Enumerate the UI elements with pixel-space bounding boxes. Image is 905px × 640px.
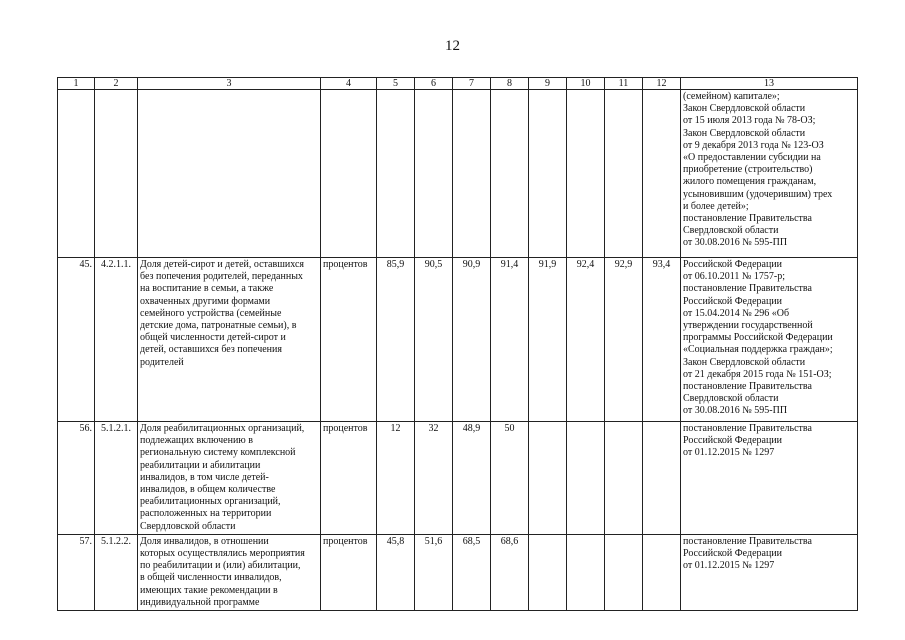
row-code <box>95 90 138 258</box>
unit: процентов <box>321 258 377 422</box>
row-code: 5.1.2.1. <box>95 422 138 535</box>
indicators-table <box>57 77 858 611</box>
value-col-5 <box>377 90 415 258</box>
value-col-7: 90,9 <box>453 258 491 422</box>
row-number <box>58 90 95 258</box>
value-col-10 <box>567 422 605 535</box>
indicator-name <box>138 90 321 258</box>
table-row <box>58 534 858 610</box>
value-col-12 <box>643 422 681 535</box>
legal-basis: постановление Правительства Российской Федерации от 01.12.2015 № 1297 <box>681 534 858 610</box>
col-header-5: 5 <box>377 78 415 90</box>
value-col-6 <box>415 90 453 258</box>
row-code: 5.1.2.2. <box>95 534 138 610</box>
col-header-13: 13 <box>681 78 858 90</box>
value-col-7: 48,9 <box>453 422 491 535</box>
value-col-11 <box>605 422 643 535</box>
legal-basis: постановление Правительства Российской Федерации от 01.12.2015 № 1297 <box>681 422 858 535</box>
value-col-12 <box>643 534 681 610</box>
row-number: 45. <box>58 258 95 422</box>
value-col-12: 93,4 <box>643 258 681 422</box>
col-header-11: 11 <box>605 78 643 90</box>
col-header-6: 6 <box>415 78 453 90</box>
row-number: 56. <box>58 422 95 535</box>
value-col-5: 12 <box>377 422 415 535</box>
indicator-name: Доля инвалидов, в отношении которых осуществлялись мероприятия по реабилитации и (или) абилитации, в общей численности инвалидов, имеющих такие рекомендации в индивидуальной программе <box>138 534 321 610</box>
value-col-7 <box>453 90 491 258</box>
legal-basis: (семейном) капитале»; Закон Свердловской области от 15 июля 2013 года № 78-ОЗ; Закон Свердловской области от 9 декабря 2013 года № 123-ОЗ «О предоставлении субсидии на приобретение (строительство) жилого помещения гражданам, усыновившим (удочерившим) трех и более детей»; постановление Правительства Свердловской области от 30.08.2016 № 595-ПП <box>681 90 858 258</box>
value-col-10 <box>567 90 605 258</box>
col-header-1: 1 <box>58 78 95 90</box>
col-header-3: 3 <box>138 78 321 90</box>
col-header-2: 2 <box>95 78 138 90</box>
indicator-name: Доля реабилитационных организаций, подлежащих включению в региональную систему комплексной реабилитации и абилитации инвалидов, в том числе детей- инвалидов, в общем количестве реабилитационных организаций, расположенных на территории Свердловской области <box>138 422 321 535</box>
value-col-6: 90,5 <box>415 258 453 422</box>
value-col-7: 68,5 <box>453 534 491 610</box>
value-col-5: 85,9 <box>377 258 415 422</box>
col-header-10: 10 <box>567 78 605 90</box>
value-col-9 <box>529 422 567 535</box>
unit: процентов <box>321 534 377 610</box>
indicator-name: Доля детей-сирот и детей, оставшихся без попечения родителей, переданных на воспитание в семьи, а также охваченных другими формами семейного устройства (семейные детские дома, патронатные семьи), в общей численности детей-сирот и детей, оставшихся без попечения родителей <box>138 258 321 422</box>
value-col-8 <box>491 90 529 258</box>
col-header-12: 12 <box>643 78 681 90</box>
page-number: 12 <box>445 38 460 54</box>
value-col-5: 45,8 <box>377 534 415 610</box>
row-number: 57. <box>58 534 95 610</box>
value-col-10 <box>567 534 605 610</box>
value-col-12 <box>643 90 681 258</box>
value-col-8: 50 <box>491 422 529 535</box>
value-col-11 <box>605 90 643 258</box>
unit <box>321 90 377 258</box>
value-col-9 <box>529 534 567 610</box>
row-code: 4.2.1.1. <box>95 258 138 422</box>
col-header-4: 4 <box>321 78 377 90</box>
value-col-8: 91,4 <box>491 258 529 422</box>
table-row <box>58 422 858 535</box>
value-col-6: 51,6 <box>415 534 453 610</box>
value-col-9 <box>529 90 567 258</box>
value-col-11 <box>605 534 643 610</box>
col-header-9: 9 <box>529 78 567 90</box>
unit: процентов <box>321 422 377 535</box>
table-row <box>58 90 858 258</box>
legal-basis: Российской Федерации от 06.10.2011 № 1757-р; постановление Правительства Российской Федерации от 15.04.2014 № 296 «Об утверждении государственной программы Российской Федерации «Социальная поддержка граждан»; Закон Свердловской области от 21 декабря 2015 года № 151-ОЗ; постановление Правительства Свердловской области от 30.08.2016 № 595-ПП <box>681 258 858 422</box>
value-col-8: 68,6 <box>491 534 529 610</box>
col-header-7: 7 <box>453 78 491 90</box>
value-col-9: 91,9 <box>529 258 567 422</box>
table-row <box>58 258 858 422</box>
value-col-10: 92,4 <box>567 258 605 422</box>
value-col-11: 92,9 <box>605 258 643 422</box>
col-header-8: 8 <box>491 78 529 90</box>
column-number-row <box>58 78 858 90</box>
value-col-6: 32 <box>415 422 453 535</box>
